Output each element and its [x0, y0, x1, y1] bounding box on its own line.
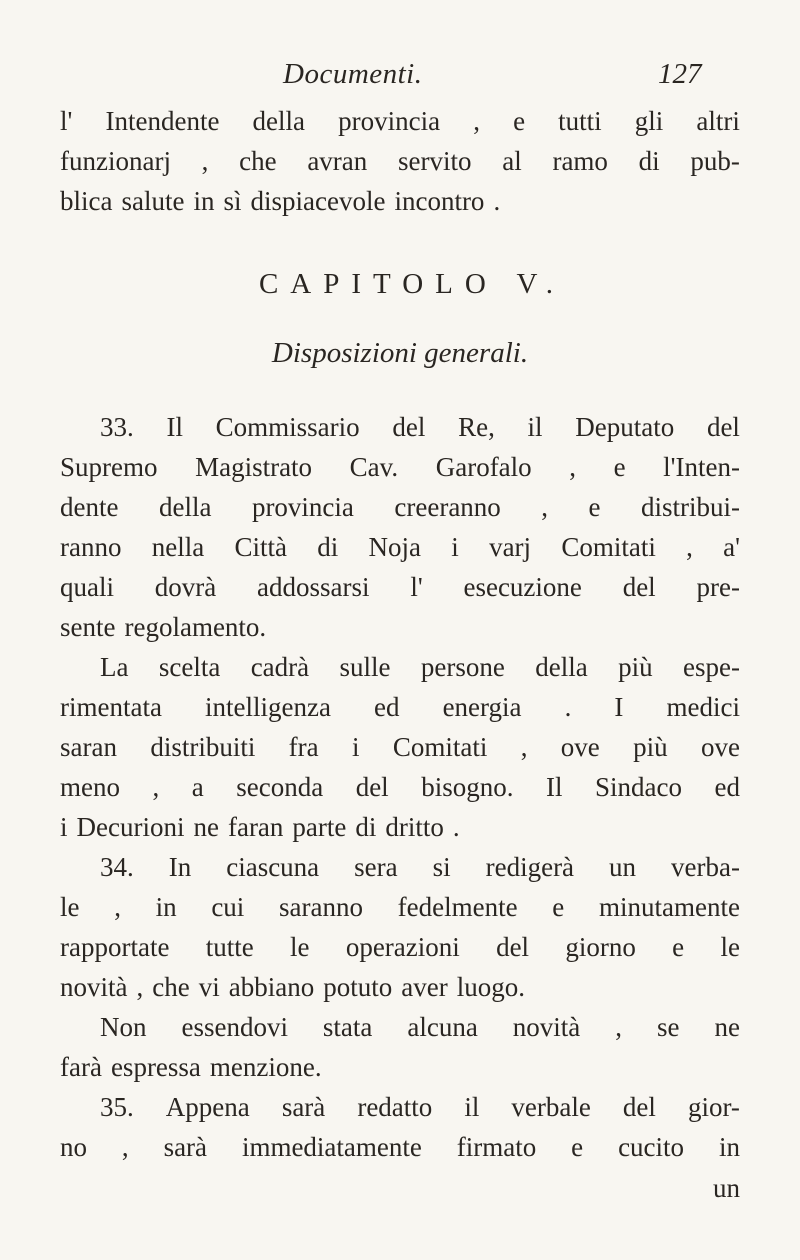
- word: del: [622, 572, 656, 602]
- word: a: [191, 772, 204, 802]
- text-line: [60, 727, 740, 767]
- word: un: [609, 852, 637, 882]
- word: del: [355, 772, 389, 802]
- word: firmato: [456, 1132, 537, 1162]
- word: blica: [60, 186, 113, 216]
- word: .: [452, 812, 460, 842]
- word: del: [392, 412, 426, 442]
- chapter-heading: CAPITOLO V.: [258, 268, 566, 300]
- word: sarà: [163, 1132, 208, 1162]
- word: di: [638, 146, 660, 176]
- word: Commissario: [215, 412, 360, 442]
- word: l'Inten-: [663, 452, 740, 482]
- word: sulle: [339, 652, 391, 682]
- word: ed: [374, 692, 400, 722]
- running-head: [0, 58, 800, 98]
- word: parte: [292, 812, 347, 842]
- word: Appena: [165, 1092, 250, 1122]
- word: ,: [473, 106, 480, 136]
- text-line: [60, 1047, 740, 1087]
- word: Il: [166, 412, 183, 442]
- word: Re,: [458, 412, 495, 442]
- word: in: [155, 892, 177, 922]
- word: salute: [121, 186, 185, 216]
- word: quali: [60, 572, 114, 602]
- word: 34.: [100, 852, 134, 882]
- word: rapportate: [60, 932, 170, 962]
- word: immediatamente: [241, 1132, 422, 1162]
- word: esecuzione: [463, 572, 582, 602]
- word: verba-: [671, 852, 740, 882]
- word: provincia: [251, 492, 354, 522]
- word: incontro: [394, 186, 485, 216]
- word: sente: [60, 612, 116, 642]
- word: dispiacevole: [250, 186, 386, 216]
- word: della: [252, 106, 306, 136]
- word: in: [193, 186, 215, 216]
- word: a': [723, 532, 740, 562]
- word: alcuna: [407, 1012, 478, 1042]
- word: seconda: [236, 772, 324, 802]
- word: ove: [560, 732, 600, 762]
- word: ,: [136, 972, 144, 1002]
- word: il: [527, 412, 543, 442]
- word: Città: [234, 532, 287, 562]
- word: verbale: [511, 1092, 591, 1122]
- word: funzionarj: [60, 146, 171, 176]
- word: addossarsi: [257, 572, 370, 602]
- word: pre-: [696, 572, 740, 602]
- text-line: [60, 807, 740, 847]
- word: pub-: [690, 146, 740, 176]
- word: le: [290, 932, 310, 962]
- word: fra: [288, 732, 319, 762]
- word: nella: [151, 532, 205, 562]
- word: redigerà: [485, 852, 575, 882]
- word: saranno: [279, 892, 363, 922]
- word: ne: [714, 1012, 740, 1042]
- word: cui: [211, 892, 245, 922]
- word: .: [564, 692, 572, 722]
- word: del: [496, 932, 530, 962]
- word: stata: [322, 1012, 373, 1042]
- word: ranno: [60, 532, 122, 562]
- word: e: [571, 1132, 584, 1162]
- word: Sindaco: [594, 772, 682, 802]
- word: Non: [100, 1012, 147, 1042]
- word: in: [718, 1132, 740, 1162]
- word: e: [552, 892, 565, 922]
- text-line: [60, 447, 740, 487]
- word: le: [60, 892, 80, 922]
- word: dovrà: [154, 572, 217, 602]
- word: farà: [60, 1052, 102, 1082]
- text-line: [60, 487, 740, 527]
- word: e: [672, 932, 685, 962]
- word: ,: [615, 1012, 623, 1042]
- catchword-line: [60, 1168, 740, 1208]
- word: Comitati: [392, 732, 488, 762]
- word: operazioni: [345, 932, 460, 962]
- word: Magistrato: [195, 452, 313, 482]
- word: potuto: [323, 972, 393, 1002]
- word: i: [60, 812, 68, 842]
- word: e: [613, 452, 626, 482]
- word: sera: [354, 852, 398, 882]
- text-line: [60, 101, 740, 141]
- word: .: [493, 186, 501, 216]
- word: Supremo: [60, 452, 158, 482]
- word: novità: [512, 1012, 581, 1042]
- word: tutti: [558, 106, 602, 136]
- text-line: [60, 647, 740, 687]
- word: l': [410, 572, 423, 602]
- word: della: [535, 652, 588, 682]
- word: più: [618, 652, 653, 682]
- word: cucito: [618, 1132, 685, 1162]
- word: ove: [700, 732, 740, 762]
- text-line: [60, 181, 740, 221]
- word: aver: [401, 972, 448, 1002]
- word: il: [464, 1092, 480, 1122]
- word: menzione.: [209, 1052, 322, 1082]
- word: persone: [420, 652, 505, 682]
- word: Intendente: [105, 106, 220, 136]
- word: che: [239, 146, 277, 176]
- word: ramo: [552, 146, 608, 176]
- word: e: [513, 106, 526, 136]
- word: intelligenza: [205, 692, 331, 722]
- word: servito: [398, 146, 472, 176]
- word: i: [351, 732, 360, 762]
- word: altri: [696, 106, 740, 136]
- word: tutte: [205, 932, 254, 962]
- word: se: [656, 1012, 680, 1042]
- word: varj: [489, 532, 532, 562]
- word: saran: [60, 732, 117, 762]
- word: ,: [686, 532, 693, 562]
- text-line: [60, 1007, 740, 1047]
- word: si: [432, 852, 451, 882]
- word: l': [60, 106, 73, 136]
- word: che: [152, 972, 190, 1002]
- word: rimentata: [60, 692, 162, 722]
- word: La: [100, 652, 129, 682]
- word: ,: [152, 772, 160, 802]
- text-line: [60, 847, 740, 887]
- text-line: [60, 927, 740, 967]
- text-line: [60, 1087, 740, 1127]
- word: gli: [634, 106, 664, 136]
- word: espe-: [683, 652, 740, 682]
- word: del: [706, 412, 740, 442]
- text-line: [60, 687, 740, 727]
- text-line: [60, 887, 740, 927]
- word: vi: [198, 972, 220, 1002]
- word: e: [588, 492, 601, 522]
- word: 33.: [100, 412, 134, 442]
- word: giorno: [565, 932, 636, 962]
- text-line: [60, 567, 740, 607]
- word: faran: [227, 812, 284, 842]
- text-line: [60, 967, 740, 1007]
- word: sì: [223, 186, 242, 216]
- word: distribui-: [641, 492, 740, 522]
- word: ,: [569, 452, 576, 482]
- word: distribuiti: [150, 732, 256, 762]
- word: dritto: [385, 812, 444, 842]
- word: energia: [442, 692, 522, 722]
- word: della: [158, 492, 212, 522]
- word: minutamente: [598, 892, 740, 922]
- word: Deputato: [575, 412, 675, 442]
- text-line: [60, 1127, 740, 1167]
- word: no: [60, 1132, 87, 1162]
- word: i: [451, 532, 459, 562]
- word: al: [502, 146, 522, 176]
- word: Garofalo: [435, 452, 532, 482]
- chapter-subtitle: Disposizioni generali.: [271, 337, 529, 369]
- word: ,: [121, 1132, 129, 1162]
- word: Cav.: [349, 452, 399, 482]
- word: luogo.: [456, 972, 525, 1002]
- intro-paragraph: [60, 101, 740, 221]
- word: ed: [714, 772, 740, 802]
- text-line: [60, 607, 740, 647]
- word: redatto: [357, 1092, 433, 1122]
- word: di: [355, 812, 377, 842]
- word: sarà: [281, 1092, 326, 1122]
- word: essendovi: [181, 1012, 288, 1042]
- word: ,: [201, 146, 209, 176]
- word: ne: [193, 812, 219, 842]
- word: espressa: [110, 1052, 201, 1082]
- word: regolamento.: [124, 612, 267, 642]
- word: ,: [520, 732, 528, 762]
- text-line: [60, 141, 740, 181]
- word: meno: [60, 772, 120, 802]
- text-line: [60, 527, 740, 567]
- word: provincia: [338, 106, 441, 136]
- word: 35.: [100, 1092, 134, 1122]
- word: dente: [60, 492, 119, 522]
- word: cadrà: [250, 652, 310, 682]
- text-line: [60, 767, 740, 807]
- word: di: [317, 532, 339, 562]
- word: avran: [307, 146, 368, 176]
- running-title: Documenti.: [283, 58, 423, 90]
- word: del: [622, 1092, 656, 1122]
- word: gior-: [687, 1092, 740, 1122]
- word: le: [720, 932, 740, 962]
- word: I: [614, 692, 624, 722]
- word: più: [633, 732, 668, 762]
- word: Comitati: [561, 532, 656, 562]
- word: Decurioni: [76, 812, 185, 842]
- word: In: [168, 852, 192, 882]
- word: medici: [666, 692, 740, 722]
- word: ciascuna: [226, 852, 320, 882]
- text-line: [60, 407, 740, 447]
- word: scelta: [158, 652, 221, 682]
- word: fedelmente: [397, 892, 518, 922]
- word: novità: [60, 972, 128, 1002]
- word: Il: [545, 772, 563, 802]
- word: creeranno: [394, 492, 501, 522]
- word: bisogno.: [421, 772, 514, 802]
- catchword: un: [713, 1173, 740, 1203]
- page-number: 127: [658, 58, 702, 90]
- word: ,: [541, 492, 549, 522]
- body-text: [60, 407, 740, 1167]
- catchword-block: [60, 1168, 740, 1208]
- word: ,: [114, 892, 121, 922]
- word: Noja: [368, 532, 422, 562]
- word: abbiano: [228, 972, 315, 1002]
